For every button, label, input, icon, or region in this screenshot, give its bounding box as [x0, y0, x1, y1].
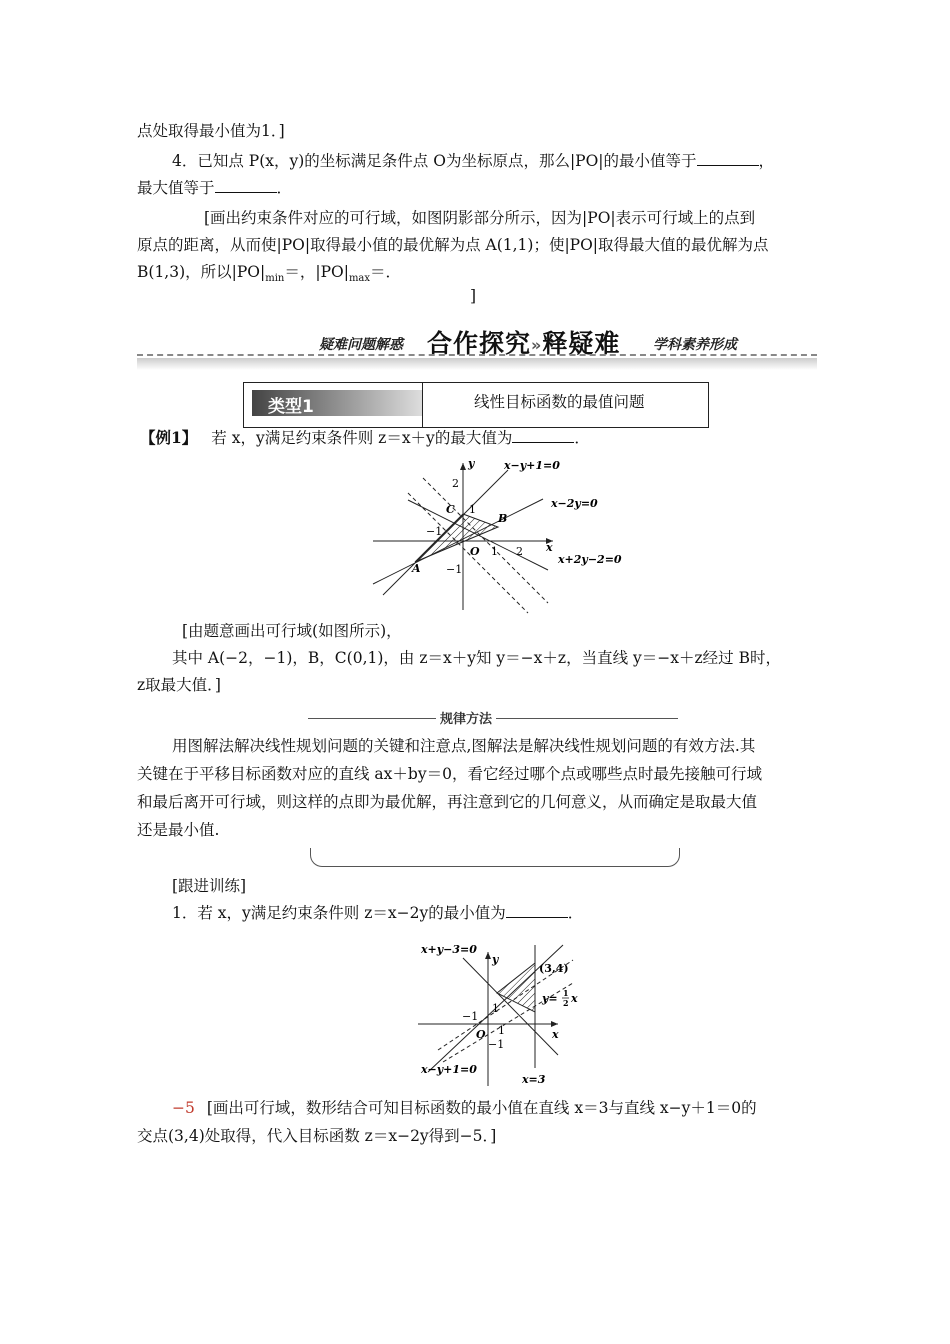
- tick-label: 1: [469, 503, 476, 516]
- line-label: x: [571, 992, 578, 1005]
- section-banner: [137, 322, 817, 356]
- y-axis-label: y: [468, 457, 475, 470]
- answer-value: −5: [172, 1099, 195, 1117]
- fraction-numerator: 1: [563, 988, 569, 998]
- tick-label: −1: [462, 1010, 479, 1023]
- line-label: x−y+1=0: [504, 459, 560, 472]
- arrow-icon: »: [531, 335, 543, 355]
- tick-label: 2: [452, 477, 459, 490]
- line-label: x−y+1=0: [421, 1063, 477, 1076]
- example-1: [140, 425, 590, 451]
- question-4-comma: ，: [758, 152, 775, 170]
- banner-shadow: [137, 358, 817, 370]
- question-4: [172, 148, 774, 174]
- method-title: 规律方法: [436, 708, 496, 727]
- solution-line: 其中 A(−2，−1)，B，C(0,1)，由 z＝x＋y知 y＝−x＋z，当直线 y＝−x＋z经过 B时，: [172, 649, 781, 667]
- fraction-denominator: 2: [563, 998, 569, 1008]
- type-tag-label: 类型1: [268, 397, 314, 417]
- type-tag: [252, 390, 422, 416]
- followup-question: [172, 900, 583, 926]
- method-line: 关键在于平移目标函数对应的直线 ax＋by＝0，看它经过哪个点或哪些点时最先接触可行域: [137, 765, 762, 783]
- tick-label: 2: [516, 545, 523, 558]
- banner-right-label: 学科素养形成: [653, 337, 737, 353]
- method-box-header: [308, 708, 678, 730]
- y-axis-label: y: [492, 953, 499, 966]
- x-axis-label: x: [546, 541, 553, 554]
- followup-question-text: 1．若 x，y满足约束条件则 z＝x−2y的最小值为: [172, 904, 506, 922]
- answer-blank: [506, 903, 568, 918]
- banner-left-label: 疑难问题解惑: [319, 337, 403, 353]
- tick-label: −1: [488, 1038, 505, 1051]
- line-label: x−2y=0: [551, 497, 598, 510]
- line-label: x=3: [522, 1073, 546, 1086]
- figure-1: [368, 455, 628, 615]
- x-axis-arrow: [551, 1021, 558, 1027]
- origin-label: O: [470, 545, 480, 558]
- method-line: 和最后离开可行域，则这样的点即为最优解，再注意到它的几何意义，从而确定是取最大值: [137, 793, 758, 811]
- figure-2: [418, 940, 593, 1088]
- text-line: 点处取得最小值为1．]: [137, 122, 285, 140]
- point-label: C: [446, 503, 455, 516]
- tick-label: −1: [426, 525, 443, 538]
- example-label: 【例1】: [140, 428, 198, 447]
- banner-divider: [137, 354, 817, 356]
- answer-blank: [215, 178, 277, 193]
- close-bracket: ]: [470, 287, 477, 305]
- answer-text: B(1,3)，所以|PO|: [137, 263, 266, 281]
- line-label: x+2y−2=0: [558, 553, 622, 566]
- answer-line: 交点(3,4)处取得，代入目标函数 z＝x−2y得到−5．]: [137, 1127, 497, 1145]
- banner-title-part1: 合作探究: [427, 329, 532, 358]
- answer-text: [画出可行域，数形结合可知目标函数的最小值在直线 x＝3与直线 x−y＋1＝0的: [206, 1099, 757, 1117]
- answer-blank: [697, 151, 759, 166]
- point-label: A: [412, 562, 421, 575]
- solution-line: [由题意画出可行域(如图所示)，: [182, 622, 402, 640]
- answer-blank: [512, 428, 574, 443]
- tick-label: 1: [492, 1002, 499, 1015]
- solution-line: z取最大值．]: [137, 676, 221, 694]
- tick-label: 1: [498, 1024, 505, 1037]
- answer-line: 原点的距离，从而使|PO|取得最小值的最优解为点 A(1,1)；使|PO|取得最大值的最优解为点: [137, 236, 769, 254]
- origin-label: O: [476, 1028, 486, 1041]
- example-text: 若 x，y满足约束条件则 z＝x＋y的最大值为: [211, 429, 513, 447]
- subscript: max: [348, 273, 371, 285]
- answer-line: [137, 259, 401, 292]
- point-label: B: [498, 512, 508, 525]
- line-label: y=: [542, 992, 558, 1005]
- answer-text: ＝．: [370, 263, 402, 281]
- tick-label: −1: [446, 563, 463, 576]
- type-title: 线性目标函数的最值问题: [474, 393, 645, 411]
- example-period: ．: [574, 429, 590, 447]
- method-box-bottom: [310, 848, 680, 867]
- method-line: 还是最小值.: [137, 821, 220, 839]
- answer-text: ＝，|PO|: [284, 263, 349, 281]
- question-4-text: 4．已知点 P(x，y)的坐标满足条件点 O为坐标原点，那么|PO|的最小值等于: [172, 152, 697, 170]
- x-axis-label: x: [552, 1028, 559, 1041]
- followup-period: ．: [567, 904, 584, 922]
- point-label: (3,4): [539, 962, 569, 975]
- subscript: min: [265, 273, 285, 285]
- answer-line: [画出约束条件对应的可行域，如图阴影部分所示，因为|PO|表示可行域上的点到: [204, 209, 756, 227]
- line-x-y-plus-1: [383, 470, 508, 595]
- feasible-region: [497, 963, 535, 1012]
- question-4-cont: [137, 175, 292, 201]
- tick-label: 1: [491, 545, 498, 558]
- banner-title-part2: 释疑难: [542, 329, 621, 358]
- answer-line: [172, 1095, 757, 1121]
- line-label: x+y−3=0: [421, 943, 477, 956]
- y-axis-arrow: [460, 463, 466, 470]
- y-axis-arrow: [485, 952, 491, 959]
- method-line: 用图解法解决线性规划问题的关键和注意点,图解法是解决线性规划问题的有效方法.其: [172, 737, 756, 755]
- question-4-text-2: 最大值等于: [137, 179, 215, 197]
- type-box-divider: [422, 382, 423, 428]
- question-4-period: ．: [276, 179, 293, 197]
- followup-heading: [跟进训练]: [172, 877, 247, 895]
